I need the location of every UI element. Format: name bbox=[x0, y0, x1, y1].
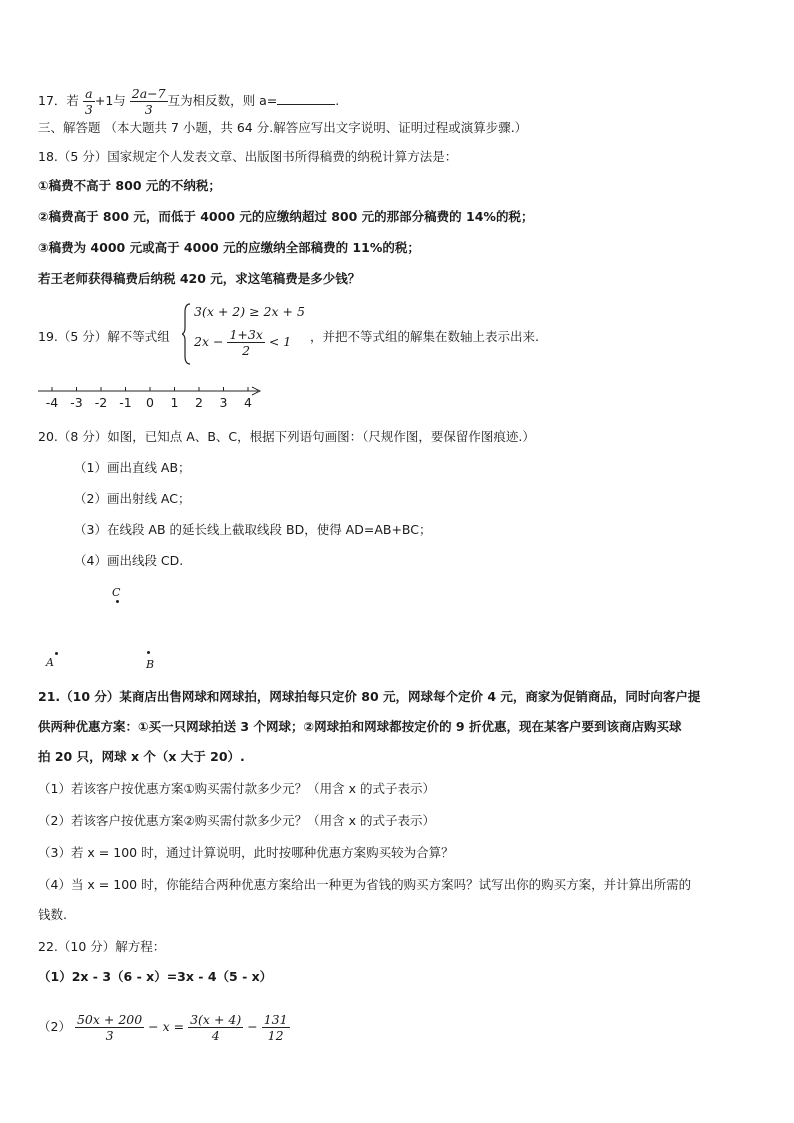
number-line-label: 2 bbox=[195, 395, 203, 410]
q18-rule-3: ③稿费为 4000 元或高于 4000 元的应缴纳全部稿费的 11%的税； bbox=[38, 240, 420, 255]
point-c-label: C bbox=[112, 586, 121, 599]
q21-part-3: （3）若 x = 100 时，通过计算说明，此时按哪种优惠方案购买较为合算？ bbox=[38, 845, 454, 860]
number-line-label: 4 bbox=[244, 395, 252, 410]
q20-step-1: （1）画出直线 AB； bbox=[74, 460, 191, 475]
number-line-label: -1 bbox=[119, 395, 132, 410]
q22-equation-2: （2） $\frac{50x + 200}{3}$ − x = $\frac{3(x + 4)}{4}$ − $\frac{131}{12}$ bbox=[38, 1012, 288, 1043]
q21-part-4: （4）当 x = 100 时，你能结合两种优惠方案给出一种更为省钱的购买方案吗？试写出你的购买方案，并计算出所需的 bbox=[38, 877, 692, 892]
point-b-dot bbox=[147, 651, 150, 654]
q20-step-3: （3）在线段 AB 的延长线上截取线段 BD，使得 AD=AB+BC； bbox=[74, 522, 432, 537]
q22-fraction-3: $\frac{131}{12}$ bbox=[263, 1012, 288, 1043]
q21-part-2: （2）若该客户按优惠方案②购买需付款多少元？（用含 x 的式子表示） bbox=[38, 813, 436, 828]
q20-title: 20.（8 分）如图，已知点 A、B、C，根据下列语句画图：（尺规作图，要保留作图痕迹.） bbox=[38, 429, 535, 444]
q17-suffix: 互为相反数，则 a= bbox=[167, 93, 278, 108]
q22-title: 22.（10 分）解方程： bbox=[38, 939, 166, 954]
number-line-label: -4 bbox=[45, 395, 59, 410]
q17-prefix: 17．若 bbox=[38, 93, 79, 108]
answer-blank[interactable] bbox=[277, 92, 335, 105]
number-line-label: 1 bbox=[170, 395, 179, 410]
q20-step-2: （2）画出射线 AC； bbox=[74, 491, 191, 506]
q21-line-3: 拍 20 只，网球 x 个（x 大于 20）. bbox=[38, 749, 245, 764]
q17-plus: +1与 bbox=[94, 93, 126, 108]
q19-prefix: 19.（5 分）解不等式组 bbox=[38, 329, 170, 344]
number-line-label: 3 bbox=[219, 395, 228, 410]
q22-equation-1: （1）2x - 3（6 - x）=3x - 4（5 - x） bbox=[38, 969, 273, 984]
number-line bbox=[36, 382, 268, 412]
point-c-dot bbox=[116, 600, 119, 603]
q18-question: 若王老师获得稿费后纳税 420 元，求这笔稿费是多少钱？ bbox=[38, 271, 361, 286]
q21-part-1: （1）若该客户按优惠方案①购买需付款多少元？（用含 x 的式子表示） bbox=[38, 781, 436, 796]
q19-inequality-2: 2x − $\frac{1+3x}{2}$ < 1 bbox=[194, 327, 292, 358]
number-line-label: -2 bbox=[94, 395, 108, 410]
q21-part-4-cont: 钱数. bbox=[38, 907, 67, 922]
q18-rule-2: ②稿费高于 800 元，而低于 4000 元的应缴纳超过 800 元的那部分稿费的 14%的税； bbox=[38, 209, 534, 224]
point-a-dot bbox=[55, 652, 58, 655]
q17-fraction-1: $\frac{a}{3}$ bbox=[84, 86, 93, 117]
system-brace bbox=[182, 302, 192, 366]
number-line-label: -3 bbox=[70, 395, 83, 410]
q18-rule-1: ①稿费不高于 800 元的不纳税； bbox=[38, 178, 221, 193]
q22-fraction-1: $\frac{50x + 200}{3}$ bbox=[76, 1012, 143, 1043]
section-3-heading: 三、解答题 （本大题共 7 小题，共 64 分.解答应写出文字说明、证明过程或演算步骤.） bbox=[38, 120, 528, 135]
point-b-label: B bbox=[146, 658, 155, 671]
q21-line-1: 21.（10 分）某商店出售网球和网球拍，网球拍每只定价 80 元，网球每个定价 4 元，商家为促销商品，同时向客户提 bbox=[38, 689, 701, 704]
point-a-label: A bbox=[46, 656, 54, 669]
question-17: 17．若 $\frac{a}{3}$ +1与 $\frac{2a-7}{3}$ 互为相反数，则 a= . bbox=[38, 86, 340, 117]
q17-fraction-2: $\frac{2a-7}{3}$ bbox=[131, 86, 166, 117]
number-line-label: 0 bbox=[146, 395, 154, 410]
q22-fraction-2: $\frac{3(x + 4)}{4}$ bbox=[190, 1012, 242, 1043]
q20-step-4: （4）画出线段 CD. bbox=[74, 553, 184, 568]
q19-suffix: ，并把不等式组的解集在数轴上表示出来. bbox=[310, 329, 539, 344]
q19-fraction: $\frac{1+3x}{2}$ bbox=[229, 327, 263, 358]
q19-inequality-1: 3(x + 2) ≥ 2x + 5 bbox=[194, 304, 305, 319]
q21-line-2: 供两种优惠方案：①买一只网球拍送 3 个网球；②网球拍和网球都按定价的 9 折优惠，现在某客户要到该商店购买球 bbox=[38, 719, 682, 734]
q18-title: 18.（5 分）国家规定个人发表文章、出版图书所得稿费的纳税计算方法是： bbox=[38, 149, 458, 164]
